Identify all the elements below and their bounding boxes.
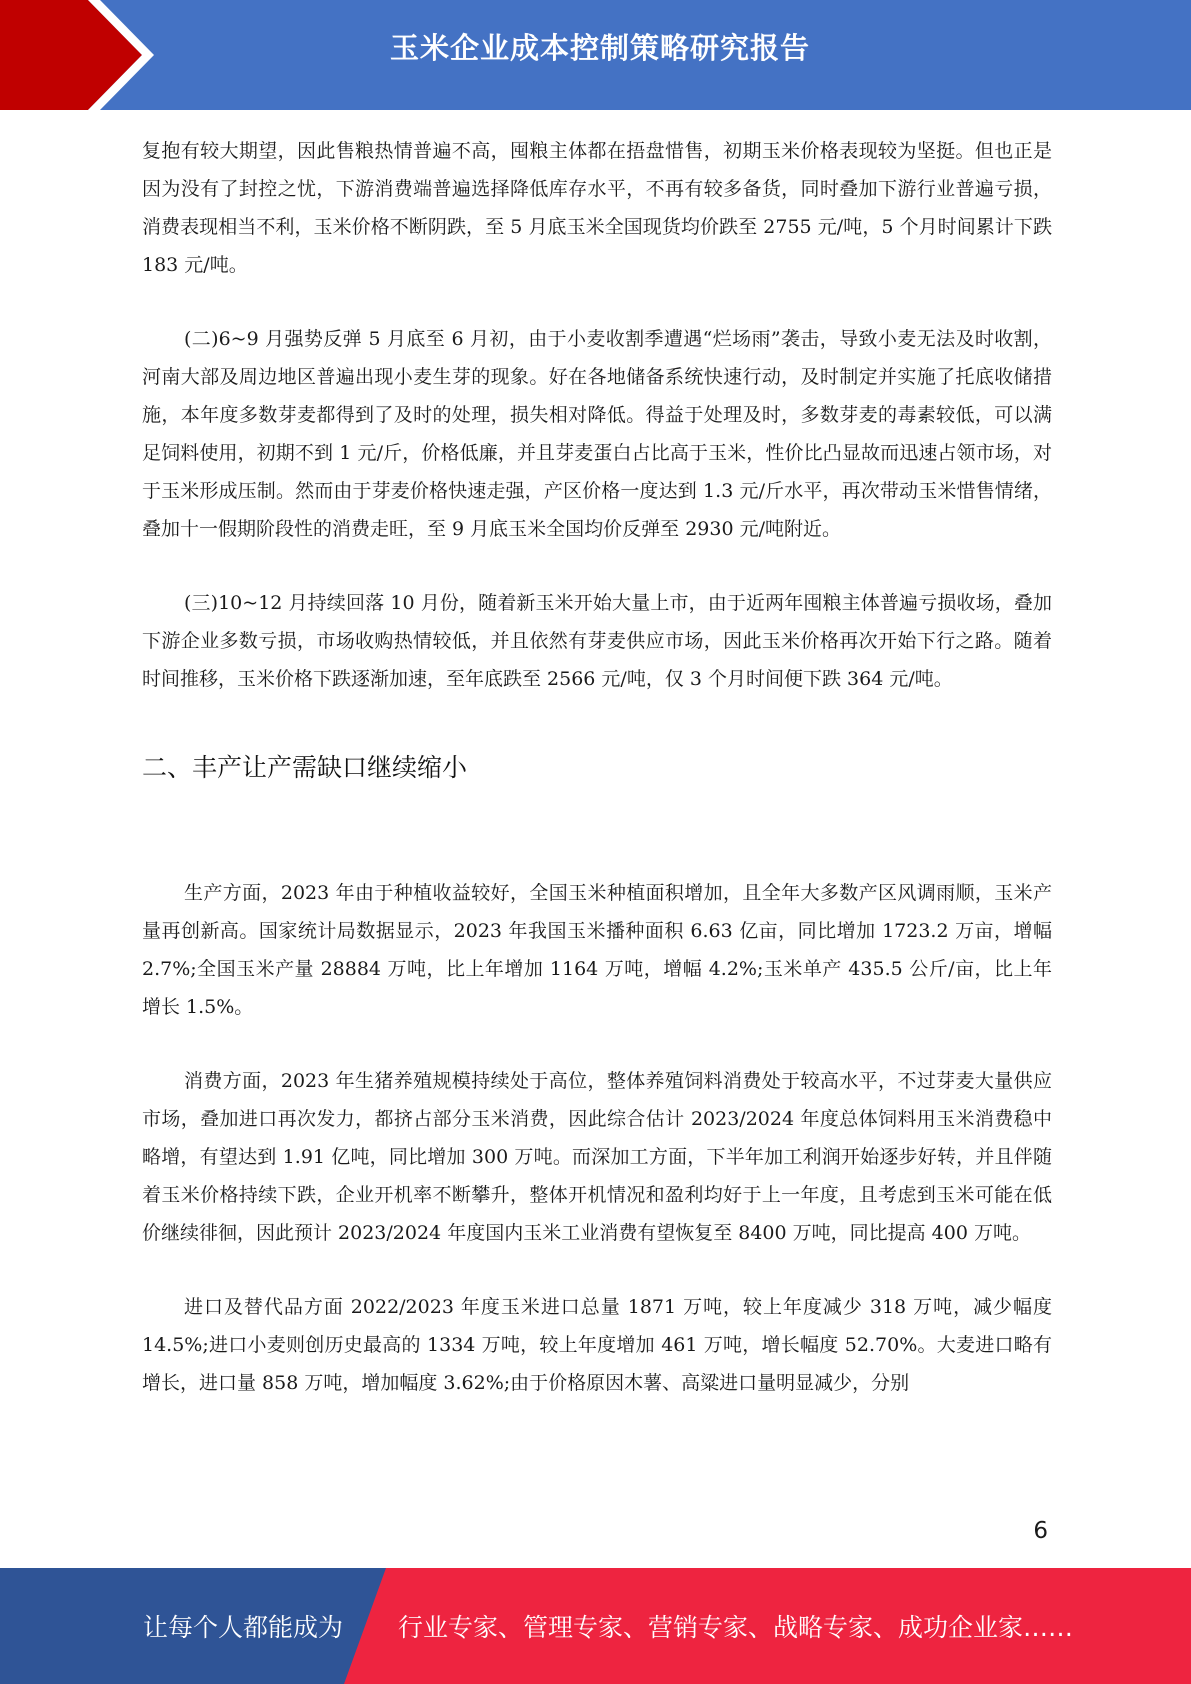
document-body [142,132,1052,1402]
paragraph-june-september-rebound: (二)6~9 月强势反弹 5 月底至 6 月初，由于小麦收割季遭遇“烂场雨”袭击，导致小麦无法及时收割，河南大部及周边地区普遍出现小麦生芽的现象。好在各地储备系统快速行动，及时制定并实施了托底收储措施，本年度多数芽麦都得到了及时的处理，损失相对降低。得益于处理及时，多数芽麦的毒素较低，可以满足饲料使用，初期不到 1 元/斤，价格低廉，并且芽麦蛋白占比高于玉米，性价比凸显故而迅速占领市场，对于玉米形成压制。然而由于芽麦价格快速走强，产区价格一度达到 1.3 元/斤水平，再次带动玉米惜售情绪，叠加十一假期阶段性的消费走旺，至 9 月底玉米全国均价反弹至 2930 元/吨附近。 [142,328,1052,540]
page-header [0,0,1191,110]
paragraph-production: 生产方面，2023 年由于种植收益较好，全国玉米种植面积增加，且全年大多数产区风调雨顺，玉米产量再创新高。国家统计局数据显示，2023 年我国玉米播种面积 6.63 亿亩，同比增加 1723.2 万亩，增幅 2.7%;全国玉米产量 28884 万吨，比上年增加 1164 万吨，增幅 4.2%;玉米单产 435.5 公斤/亩，比上年增长 1.5%。 [142,882,1052,1018]
paragraph-october-december-decline: (三)10~12 月持续回落 10 月份，随着新玉米开始大量上市，由于近两年囤粮主体普遍亏损收场，叠加下游企业多数亏损，市场收购热情较低，并且依然有芽麦供应市场，因此玉米价格再次开始下行之路。随着时间推移，玉米价格下跌逐渐加速，至年底跌至 2566 元/吨，仅 3 个月时间便下跌 364 元/吨。 [142,592,1052,690]
paragraph-continuation: 复抱有较大期望，因此售粮热情普遍不高，囤粮主体都在捂盘惜售，初期玉米价格表现较为坚挺。但也正是因为没有了封控之忧，下游消费端普遍选择降低库存水平，不再有较多备货，同时叠加下游行业普遍亏损，消费表现相当不利，玉米价格不断阴跌，至 5 月底玉米全国现货均价跌至 2755 元/吨，5 个月时间累计下跌 183 元/吨。 [142,140,1052,276]
paragraph-consumption: 消费方面，2023 年生猪养殖规模持续处于高位，整体养殖饲料消费处于较高水平，不过芽麦大量供应市场，叠加进口再次发力，都挤占部分玉米消费，因此综合估计 2023/2024 年度总体饲料用玉米消费稳中略增，有望达到 1.91 亿吨，同比增加 300 万吨。而深加工方面，下半年加工利润开始逐步好转，并且伴随着玉米价格持续下跌，企业开机率不断攀升，整体开机情况和盈利均好于上一年度，且考虑到玉米可能在低价继续徘徊，因此预计 2023/2024 年度国内玉米工业消费有望恢复至 8400 万吨，同比提高 400 万吨。 [142,1070,1052,1244]
page-footer [0,1568,1191,1684]
section-heading: 二、丰产让产需缺口继续缩小 [142,753,468,782]
page-number: 6 [1033,1518,1048,1544]
footer-slogan-left: 让每个人都能成为 [143,1613,344,1642]
header-arrow-decoration [0,0,160,110]
paragraph-imports: 进口及替代品方面 2022/2023 年度玉米进口总量 1871 万吨，较上年度减少 318 万吨，减少幅度 14.5%;进口小麦则创历史最高的 1334 万吨，较上年度增加 461 万吨，增长幅度 52.70%。大麦进口略有增长，进口量 858 万吨，增加幅度 3.62%;由于价格原因木薯、高粱进口量明显减少，分别 [142,1296,1052,1394]
footer-slogan-right: 行业专家、管理专家、营销专家、战略专家、成功企业家…… [398,1613,1074,1642]
report-title: 玉米企业成本控制策略研究报告 [390,31,811,65]
